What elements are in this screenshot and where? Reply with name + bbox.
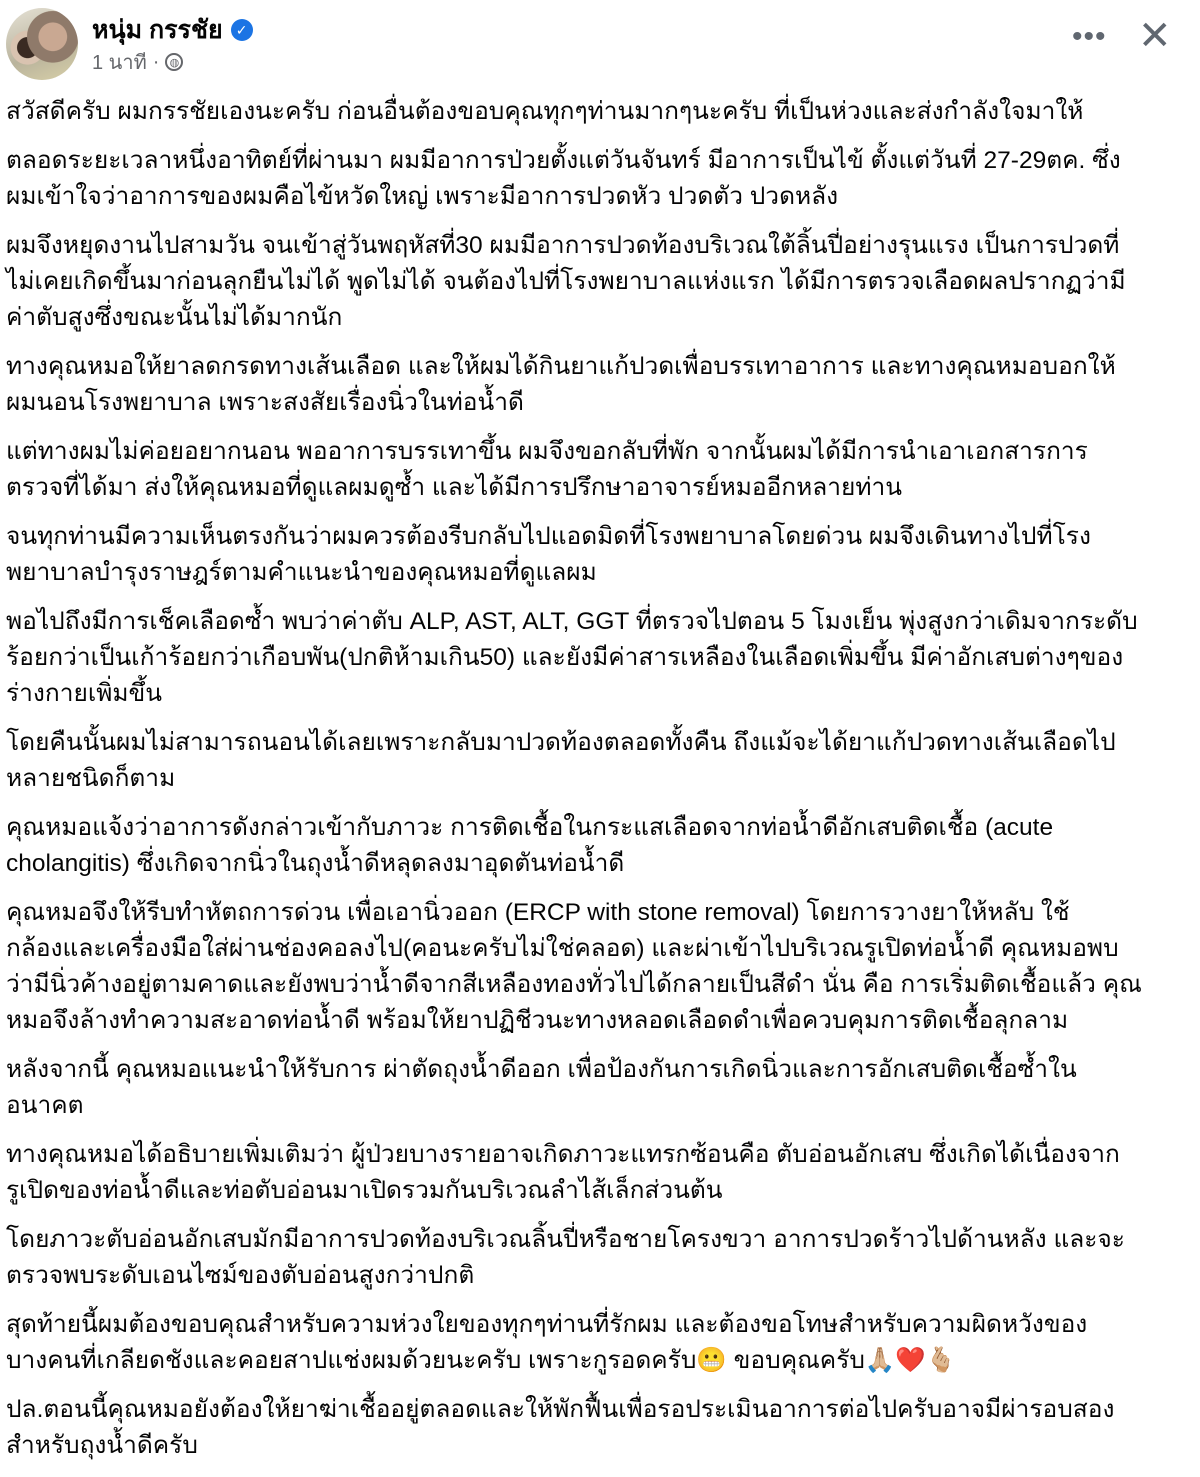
globe-icon: ◍ — [165, 53, 183, 71]
more-options-button[interactable]: ••• — [1072, 20, 1107, 53]
post-paragraph: ผมจึงหยุดงานไปสามวัน จนเข้าสู่วันพฤหัสที่30 ผมมีอาการปวดท้องบริเวณใต้ลิ้นปี่อย่างรุนแรง เป็นการปวดที่ ไม่เคยเกิดขึ้นมาก่อนลุกยืนไม่ได้ พูดไม่ได้ จนต้องไปที่โรงพยาบาลแห่งแรก ได้มีการตรวจเลือดผลปรากฏว่ามี ค่าตับสูงซึ่งขณะนั้นไม่ได้มากนัก — [6, 232, 1126, 331]
post-body — [6, 94, 1196, 1477]
post-paragraph: แต่ทางผมไม่ค่อยอยากนอน พออาการบรรเทาขึ้น ผมจึงขอกลับที่พัก จากนั้นผมได้มีการนำเอาเอกสารการ ตรวจที่ได้มา ส่งให้คุณหมอที่ดูแลผมดูซ้ำ และได้มีการปรึกษาอาจารย์หมออีกหลายท่าน — [6, 438, 1088, 501]
post-paragraph: ปล.ตอนนี้คุณหมอยังต้องให้ยาฆ่าเชื้ออยู่ตลอดและให้พักฟื้นเพื่อรอประเมินอาการต่อไปครับอาจมีผ่ารอบสอง สำหรับถุงน้ำดีครับ — [6, 1396, 1115, 1459]
post-paragraph: หลังจากนี้ คุณหมอแนะนำให้รับการ ผ่าตัดถุงน้ำดีออก เพื่อป้องกันการเกิดนิ่วและการอักเสบติดเชื้อซ้ำใน อนาคต — [6, 1056, 1077, 1119]
post-paragraph: คุณหมอจึงให้รีบทำหัตถการด่วน เพื่อเอานิ่วออก (ERCP with stone removal) โดยการวางยาให้หลับ ใช้ กล้องและเครื่องมือใส่ผ่านช่องคอลงไป(คอนะครับไม่ใช่คลอด) และผ่าเข้าไปบริเวณรูเปิดท่อน้ำดี คุณหมอพบ ว่ามีนิ่วค้างอยู่ตามคาดและยังพบว่าน้ำดีจากสีเหลืองทองทั่วไปได้กลายเป็นสีดำ นั่น คือ การเริ่มติดเชื้อแล้ว คุณ หมอจึงล้างทำความสะอาดท่อน้ำดี พร้อมให้ยาปฏิชีวนะทางหลอดเลือดดำเพื่อควบคุมการติดเชื้อลุกลาม — [6, 899, 1142, 1034]
post-paragraph: ทางคุณหมอได้อธิบายเพิ่มเติมว่า ผู้ป่วยบางรายอาจเกิดภาวะแทรกซ้อนคือ ตับอ่อนอักเสบ ซึ่งเกิดได้เนื่องจาก รูเปิดของท่อน้ำดีและท่อตับอ่อนมาเปิดรวมกันบริเวณลำไส้เล็กส่วนต้น — [6, 1141, 1120, 1204]
post-paragraph: จนทุกท่านมีความเห็นตรงกันว่าผมควรต้องรีบกลับไปแอดมิดที่โรงพยาบาลโดยด่วน ผมจึงเดินทางไปที่โรง พยาบาลบำรุงราษฎร์ตามคำแนะนำของคุณหมอที่ดูแลผม — [6, 523, 1091, 586]
meta-separator: · — [152, 50, 160, 73]
post-paragraph: โดยภาวะตับอ่อนอักเสบมักมีอาการปวดท้องบริเวณลิ้นปี่หรือชายโครงขวา อาการปวดร้าวไปด้านหลัง และจะ ตรวจพบระดับเอนไซม์ของตับอ่อนสูงกว่าปกติ — [6, 1226, 1125, 1289]
post-timestamp[interactable]: 1 นาที — [92, 52, 147, 74]
post-paragraph: ทางคุณหมอให้ยาลดกรดทางเส้นเลือด และให้ผมได้กินยาแก้ปวดเพื่อบรรเทาอาการ และทางคุณหมอบอกให้ ผมนอนโรงพยาบาล เพราะสงสัยเรื่องนิ่วในท่อน้ำดี — [6, 353, 1116, 416]
post-header — [0, 0, 1200, 90]
post-paragraph: พอไปถึงมีการเช็คเลือดซ้ำ พบว่าค่าตับ ALP, AST, ALT, GGT ที่ตรวจไปตอน 5 โมงเย็น พุ่งสูงกว่าเดิมจากระดับ ร้อยกว่าเป็นเก้าร้อยกว่าเกือบพัน(ปกติห้ามเกิน50) และยังมีค่าสารเหลืองในเลือดเพิ่มขึ้น มีค่าอักเสบต่างๆของ ร่างกายเพิ่มขึ้น — [6, 608, 1138, 707]
post-paragraph: สวัสดีครับ ผมกรรชัยเองนะครับ ก่อนอื่นต้องขอบคุณทุกๆท่านมากๆนะครับ ที่เป็นห่วงและส่งกำลังใจมาให้ — [6, 98, 1084, 125]
post-paragraph: สุดท้ายนี้ผมต้องขอบคุณสำหรับความห่วงใยของทุกๆท่านที่รักผม และต้องขอโทษสำหรับความผิดหวังของ บางคนที่เกลียดชังและคอยสาปแช่งผมด้วยนะครับ เพราะกูรอดครับ😬 ขอบคุณครับ🙏🏼❤️🫰🏼 — [6, 1311, 1088, 1374]
author-row — [92, 10, 253, 50]
post-paragraph: ตลอดระยะเวลาหนึ่งอาทิตย์ที่ผ่านมา ผมมีอาการป่วยตั้งแต่วันจันทร์ มีอาการเป็นไข้ ตั้งแต่วันที่ 27-29ตค. ซึ่ง ผมเข้าใจว่าอาการของผมคือไข้หวัดใหญ่ เพราะมีอาการปวดหัว ปวดตัว ปวดหลัง — [6, 147, 1121, 210]
verified-badge-icon: ✓ — [231, 19, 253, 41]
author-avatar[interactable] — [6, 8, 78, 80]
post-paragraph: โดยคืนนั้นผมไม่สามารถนอนได้เลยเพราะกลับมาปวดท้องตลอดทั้งคืน ถึงแม้จะได้ยาแก้ปวดทางเส้นเลือดไป หลายชนิดก็ตาม — [6, 729, 1116, 792]
author-name[interactable]: หนุ่ม กรรชัย — [92, 16, 223, 44]
post-meta — [92, 46, 183, 78]
close-button[interactable]: ✕ — [1138, 14, 1172, 58]
post-paragraph: คุณหมอแจ้งว่าอาการดังกล่าวเข้ากับภาวะ การติดเชื้อในกระแสเลือดจากท่อน้ำดีอักเสบติดเชื้อ (acute cholangitis) ซึ่งเกิดจากนิ่วในถุงน้ำดีหลุดลงมาอุดตันท่อน้ำดี — [6, 814, 1054, 877]
